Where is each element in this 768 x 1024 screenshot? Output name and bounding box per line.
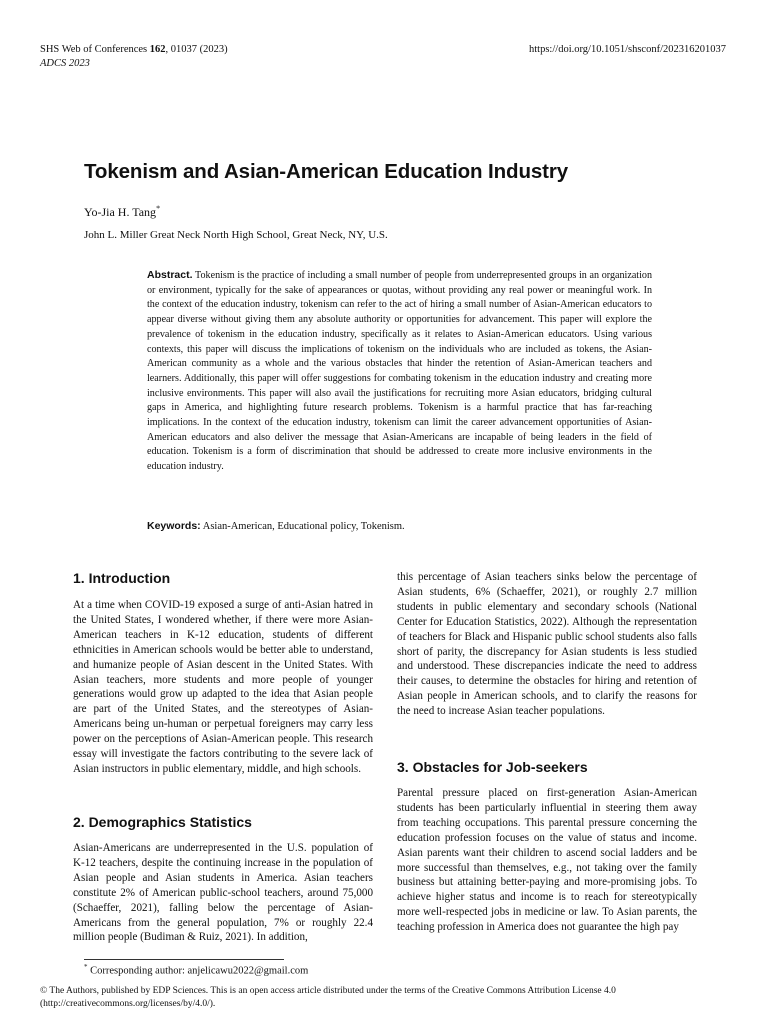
abstract: [147, 268, 652, 475]
footnote-divider: [84, 959, 284, 960]
keywords: [147, 520, 405, 532]
abstract-label: Abstract.: [147, 269, 193, 281]
author-line: [84, 204, 160, 220]
footnote-text: Corresponding author: anjelicawu2022@gmail.com: [90, 965, 309, 977]
venue-prefix: SHS Web of Conferences: [40, 44, 150, 55]
keywords-label: Keywords:: [147, 520, 201, 532]
author-name: Yo-Jia H. Tang: [84, 205, 157, 219]
obstacles-body: [397, 786, 697, 935]
section-heading-demographics: 2. Demographics Statistics: [73, 814, 252, 830]
conference-name: ADCS 2023: [40, 58, 90, 69]
section-heading-obstacles: 3. Obstacles for Job-seekers: [397, 759, 588, 775]
author-footnote-mark: *: [156, 204, 161, 213]
keywords-text: Asian-American, Educational policy, Tokenism.: [202, 521, 405, 532]
volume-number: 162: [149, 44, 166, 55]
footnote-mark: *: [84, 963, 88, 971]
section-heading-introduction: 1. Introduction: [73, 570, 171, 586]
demographics-continued-body: [397, 570, 697, 719]
running-header-venue: [40, 43, 228, 57]
demographics-continued-paragraph: this percentage of Asian teachers sinks below the percentage of Asian students, 6% (Schaeffer, 2021), or roughly 2.7 million students in public elementary and secondary schools (National Center for Education Statistics, 2022). Although the representation of teachers for Black and Hispanic public school students also falls short of parity, the discrepancy for Asian students is less studied and understood. These discrepancies indicate the need to address their causes, to determine the obstacles for hiring and retention of Asian people in American schools, and to clarify the reasons for the need to increase Asian teacher populations.: [397, 571, 697, 718]
paper-title: Tokenism and Asian-American Education Industry: [84, 160, 569, 183]
doi-link[interactable]: https://doi.org/10.1051/shsconf/202316201037: [529, 44, 726, 55]
license-statement: © The Authors, published by EDP Sciences. This is an open access article distributed under the terms of the Creative Commons Attribution License 4.0 (http://creativecommons.org/licenses/by/4.0/).: [40, 986, 616, 1009]
abstract-text: Tokenism is the practice of including a small number of people from underrepresented groups in an organization or environment, typically for the sake of appearances or quotas, without providing any real power or meaningful work. In the context of the education industry, tokenism can refer to the act of hiring a small number of Asian-American educators to appear diverse without giving them any absolute authority or opportunities for advancement. This paper will explore the prevalence of tokenism in the education industry, specifically as it relates to Asian-American educators. Using various contexts, this paper will discuss the implications of tokenism on the individuals who are included as tokens, the Asian-American community as a whole and the various obstacles that hinder the retention of Asian-American teachers and learners. Additionally, this paper will offer suggestions for combating tokenism in the education industry and creating more inclusive environments. This paper will also avail the justifications for recruiting more Asian educators, bridging cultural gaps in America, and highlighting future research problems. Tokenism is a harmful practice that has far-reaching implications. In the context of the education industry, tokenism can limit the career advancement opportunities of Asian-American educators and also deliver the message that Asian-Americans are incapable of being leaders in the field of education. Tokenism is a form of discrimination that should be addressed to create more inclusive environments in the education industry.: [147, 270, 653, 473]
introduction-paragraph: At a time when COVID-19 exposed a surge of anti-Asian hatred in the United States, I wondered whether, if there were more Asian-American teachers in K-12 education, students of different ethnicities in American schools would be better able to understand, and humanize people of Asian descent in the United States. With Asian teachers, more students and more people of younger generations would grow up adapted to the idea that Asian people are part of the United States, and the stereotypes of Asian-Americans being un-human or perpetual foreigners may carry less power on the perceptions of Asian-American people. This research essay will investigate the factors contributing to the severe lack of Asian instructors in public elementary, middle, and high schools.: [73, 599, 373, 775]
affiliation: John L. Miller Great Neck North High School, Great Neck, NY, U.S.: [84, 229, 388, 241]
corresponding-author-footnote: [84, 963, 308, 977]
demographics-body: [73, 841, 373, 945]
venue-suffix: , 01037 (2023): [165, 44, 228, 55]
introduction-body: [73, 598, 373, 777]
demographics-paragraph: Asian-Americans are underrepresented in the U.S. population of K-12 teachers, despite the continuing increase in the population of Asian people and Asian students in America. Asian teachers constitute 2% of American public-school teachers, around 75,000 (Schaeffer, 2021), falling below the percentage of Asian-Americans from the general population, 7% or roughly 22.4 million people (Budiman & Ruiz, 2021). In addition,: [73, 842, 373, 944]
obstacles-paragraph: Parental pressure placed on first-generation Asian-American students has been particularly influential in steering them away from teaching occupations. This parental pressure concerning the education profession focuses on the value of status and income. Asian parents want their children to ascend social ladders and be more successful than themselves, e.g., not taking over the family business but attaining better-paying and more-promising jobs. To achieve higher status and income is to reach for stereotypically more well-respected jobs in medicine or law. To Asian parents, the teaching profession in America does not guarantee the high pay: [397, 787, 697, 934]
